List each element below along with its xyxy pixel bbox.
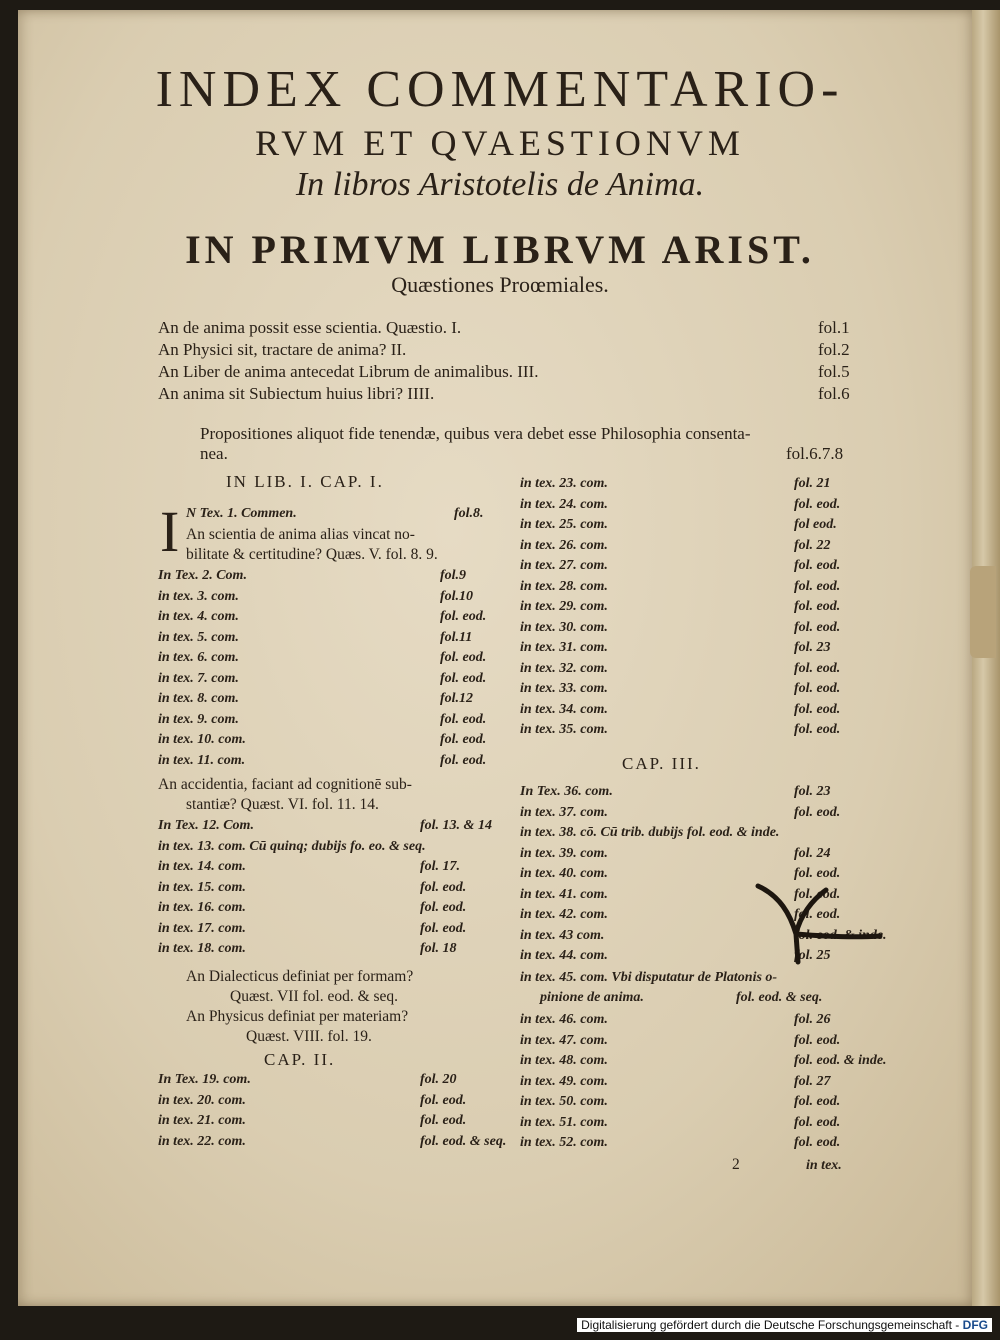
index-fol: fol. eod.	[794, 1114, 841, 1130]
index-entry: in tex. 34. com.	[520, 701, 608, 717]
index-fol: fol. 17.	[420, 859, 461, 874]
index-fol: fol. 22	[794, 537, 831, 553]
index-fol: fol. 18	[420, 941, 457, 956]
index-fol: fol. eod.	[794, 599, 841, 614]
index-fol: fol. eod.	[794, 701, 841, 717]
index-fol: fol. eod. & inde.	[794, 1053, 887, 1068]
index-entry: In Tex. 36. com.	[520, 784, 613, 799]
question-viii-line-1: An Physicus definiat per materiam?	[186, 1008, 409, 1025]
index-entry: in tex. 38. cō. Cū trib. dubijs fol. eod. & inde.	[520, 825, 780, 840]
index-entry: in tex. 23. com.	[520, 476, 608, 491]
index-entry: in tex. 24. com.	[520, 496, 608, 512]
index-entry: in tex. 49. com.	[520, 1073, 608, 1089]
index-entry: in tex. 5. com.	[158, 629, 239, 645]
question-text: An Liber de anima antecedat Librum de animalibus. III.	[158, 362, 539, 381]
index-fol: fol. 24	[794, 845, 831, 861]
paper-tab	[970, 566, 996, 658]
propositions-line-1: Propositiones aliquot fide tenendæ, quibus vera debet esse Philosophia consenta-	[200, 424, 751, 443]
index-fol: fol. eod.	[794, 804, 841, 820]
index-entry: in tex. 43 com.	[520, 927, 605, 943]
index-entry: in tex. 26. com.	[520, 537, 608, 553]
index-entry: in tex. 44. com.	[520, 948, 608, 963]
index-fol: fol. 21	[794, 476, 831, 491]
index-entry: in tex. 28. com.	[520, 578, 608, 594]
index-fol: fol. eod.	[420, 1113, 467, 1128]
index-entry: in tex. 27. com.	[520, 558, 608, 573]
index-entry: in tex. 40. com.	[520, 866, 608, 881]
question-v-line-1: An scientia de anima alias vincat no-	[186, 526, 415, 543]
cap-ii-heading: CAP. II.	[264, 1050, 336, 1069]
index-entry: in tex. 48. com.	[520, 1053, 608, 1068]
index-fol: fol. eod.	[794, 886, 841, 902]
question-fol: fol.6	[818, 384, 850, 403]
index-fol: fol. eod.	[440, 609, 487, 624]
section-heading: IN PRIMVM LIBRVM ARIST.	[185, 227, 815, 272]
index-entry: In Tex. 12. Com.	[158, 818, 254, 833]
question-fol: fol.1	[818, 318, 850, 337]
index-fol: fol. eod.	[440, 650, 487, 665]
index-entry: in tex. 8. com.	[158, 691, 239, 706]
index-entry: in tex. 18. com.	[158, 941, 246, 956]
index-entry: in tex. 51. com.	[520, 1114, 608, 1130]
index-fol: fol. eod. & seq.	[420, 1133, 507, 1149]
index-fol: fol. eod.	[440, 732, 487, 747]
index-entry: in tex. 13. com. Cū quinq; dubijs fo. eo. & seq.	[158, 838, 426, 854]
index-entry: in tex. 50. com.	[520, 1094, 608, 1109]
index-entry: in tex. 25. com.	[520, 517, 608, 532]
index-entry: in tex. 29. com.	[520, 599, 608, 614]
question-fol: fol.2	[818, 340, 850, 359]
index-entry: in tex. 21. com.	[158, 1113, 246, 1128]
propositions-line-2: nea.	[200, 444, 228, 463]
index-entry: in tex. 20. com.	[158, 1092, 246, 1108]
title-line-2: RVM ET QVAESTIONVM	[255, 123, 745, 163]
question-viii-line-2: Quæst. VIII. fol. 19.	[246, 1028, 372, 1045]
index-entry: in tex. 42. com.	[520, 907, 608, 922]
catchword: in tex.	[806, 1158, 842, 1173]
index-fol: fol. eod.	[440, 711, 487, 727]
index-fol: fol.10	[440, 588, 474, 604]
index-fol: fol. 23	[794, 784, 831, 799]
propositions-fol: fol.6.7.8	[786, 444, 844, 463]
index-fol: fol. eod.	[794, 619, 841, 635]
index-entry: N Tex. 1. Commen.	[186, 506, 297, 521]
dfg-logo: DFG	[962, 1318, 988, 1332]
footer-credit	[577, 1318, 992, 1332]
index-entry: in tex. 41. com.	[520, 886, 608, 902]
question-vii-line-1: An Dialecticus definiat per formam?	[186, 968, 414, 985]
index-entry: in tex. 39. com.	[520, 845, 608, 861]
index-entry: in tex. 22. com.	[158, 1133, 246, 1149]
index-fol: fol. eod. & seq.	[736, 990, 823, 1005]
page-edge	[972, 10, 1000, 1306]
index-fol: fol. eod.	[420, 1092, 467, 1108]
index-fol: fol. 23	[794, 640, 831, 655]
question-text: An de anima possit esse scientia. Quæstio. I.	[158, 318, 462, 337]
lib-cap-heading: IN LIB. I. CAP. I.	[226, 472, 384, 491]
index-entry: in tex. 33. com.	[520, 681, 608, 696]
index-fol: fol. eod.	[794, 660, 841, 676]
index-entry: in tex. 52. com.	[520, 1135, 608, 1150]
index-entry: in tex. 32. com.	[520, 660, 608, 676]
index-fol: fol. 27	[794, 1073, 831, 1089]
index-entry: in tex. 9. com.	[158, 711, 239, 727]
section-subheading: Quæstiones Proœmiales.	[391, 272, 609, 297]
index-entry: in tex. 35. com.	[520, 722, 608, 737]
index-fol: fol. eod.	[440, 752, 487, 768]
index-fol: fol. eod.	[794, 907, 841, 922]
drop-cap: I	[160, 499, 180, 564]
footer-text: Digitalisierung gefördert durch die Deutsche Forschungsgemeinschaft -	[581, 1318, 960, 1332]
ink-stroke-mark	[740, 876, 890, 966]
question-vii-line-2: Quæst. VII fol. eod. & seq.	[230, 988, 399, 1005]
index-entry: in tex. 16. com.	[158, 900, 246, 915]
index-fol: fol. eod.	[794, 578, 841, 594]
index-fol: fol.8.	[454, 506, 484, 521]
index-fol: fol. 25	[794, 948, 831, 963]
index-fol: fol. eod.	[794, 722, 841, 737]
index-entry: in tex. 3. com.	[158, 588, 239, 604]
index-entry: in tex. 10. com.	[158, 732, 246, 747]
index-entry: in tex. 4. com.	[158, 609, 239, 624]
index-entry: In Tex. 2. Com.	[158, 568, 247, 583]
index-fol: fol. 26	[794, 1012, 831, 1027]
index-fol: fol.9	[440, 568, 467, 583]
index-fol: fol.12	[440, 691, 474, 706]
signature-mark: 2	[732, 1156, 740, 1173]
index-entry: in tex. 14. com.	[158, 859, 246, 874]
question-vi-line-1: An accidentia, faciant ad cognitionē sub-	[158, 776, 412, 793]
index-entry: in tex. 37. com.	[520, 804, 608, 820]
index-fol: fol. eod.	[794, 1135, 841, 1150]
index-entry: in tex. 47. com.	[520, 1032, 608, 1048]
title-line-3: In libros Aristotelis de Anima.	[295, 166, 705, 203]
index-fol: fol. eod.	[794, 496, 841, 512]
question-text: An Physici sit, tractare de anima? II.	[158, 340, 407, 359]
index-fol: fol.11	[440, 629, 473, 645]
index-entry: In Tex. 19. com.	[158, 1072, 251, 1087]
index-fol: fol. eod.	[794, 681, 841, 696]
index-fol: fol. eod.	[420, 920, 467, 936]
question-vi-line-2: stantiæ? Quæst. VI. fol. 11. 14.	[186, 796, 379, 813]
index-entry: in tex. 31. com.	[520, 640, 608, 655]
index-entry-45-line-2: pinione de anima.	[540, 990, 644, 1005]
index-entry: in tex. 11. com.	[158, 752, 246, 768]
index-fol: fol. eod.	[794, 558, 841, 573]
title-line-1: INDEX COMMENTARIO-	[155, 61, 845, 118]
index-entry: in tex. 30. com.	[520, 619, 608, 635]
index-fol: fol. eod.	[794, 1094, 841, 1109]
index-entry: in tex. 7. com.	[158, 670, 239, 686]
index-entry: in tex. 17. com.	[158, 920, 246, 936]
index-fol: fol eod.	[794, 517, 837, 532]
question-text: An anima sit Subiectum huius libri? IIII.	[158, 384, 435, 403]
question-v-line-2: bilitate & certitudine? Quæs. V. fol. 8. 9.	[186, 546, 438, 563]
index-entry: in tex. 15. com.	[158, 879, 246, 895]
index-entry: in tex. 46. com.	[520, 1012, 608, 1027]
question-fol: fol.5	[818, 362, 850, 381]
cap-iii-heading: CAP. III.	[622, 754, 701, 773]
index-entry-45-line-1: in tex. 45. com. Vbi disputatur de Platonis o-	[520, 970, 778, 985]
index-entry: in tex. 6. com.	[158, 650, 239, 665]
index-fol: fol. eod.	[794, 866, 841, 881]
index-fol: fol. eod. & inde.	[794, 927, 887, 943]
index-fol: fol. 13. & 14	[420, 818, 492, 833]
index-fol: fol. eod.	[794, 1032, 841, 1048]
index-fol: fol. eod.	[420, 879, 467, 895]
index-fol: fol. eod.	[420, 900, 467, 915]
index-fol: fol. 20	[420, 1072, 457, 1087]
index-fol: fol. eod.	[440, 670, 487, 686]
